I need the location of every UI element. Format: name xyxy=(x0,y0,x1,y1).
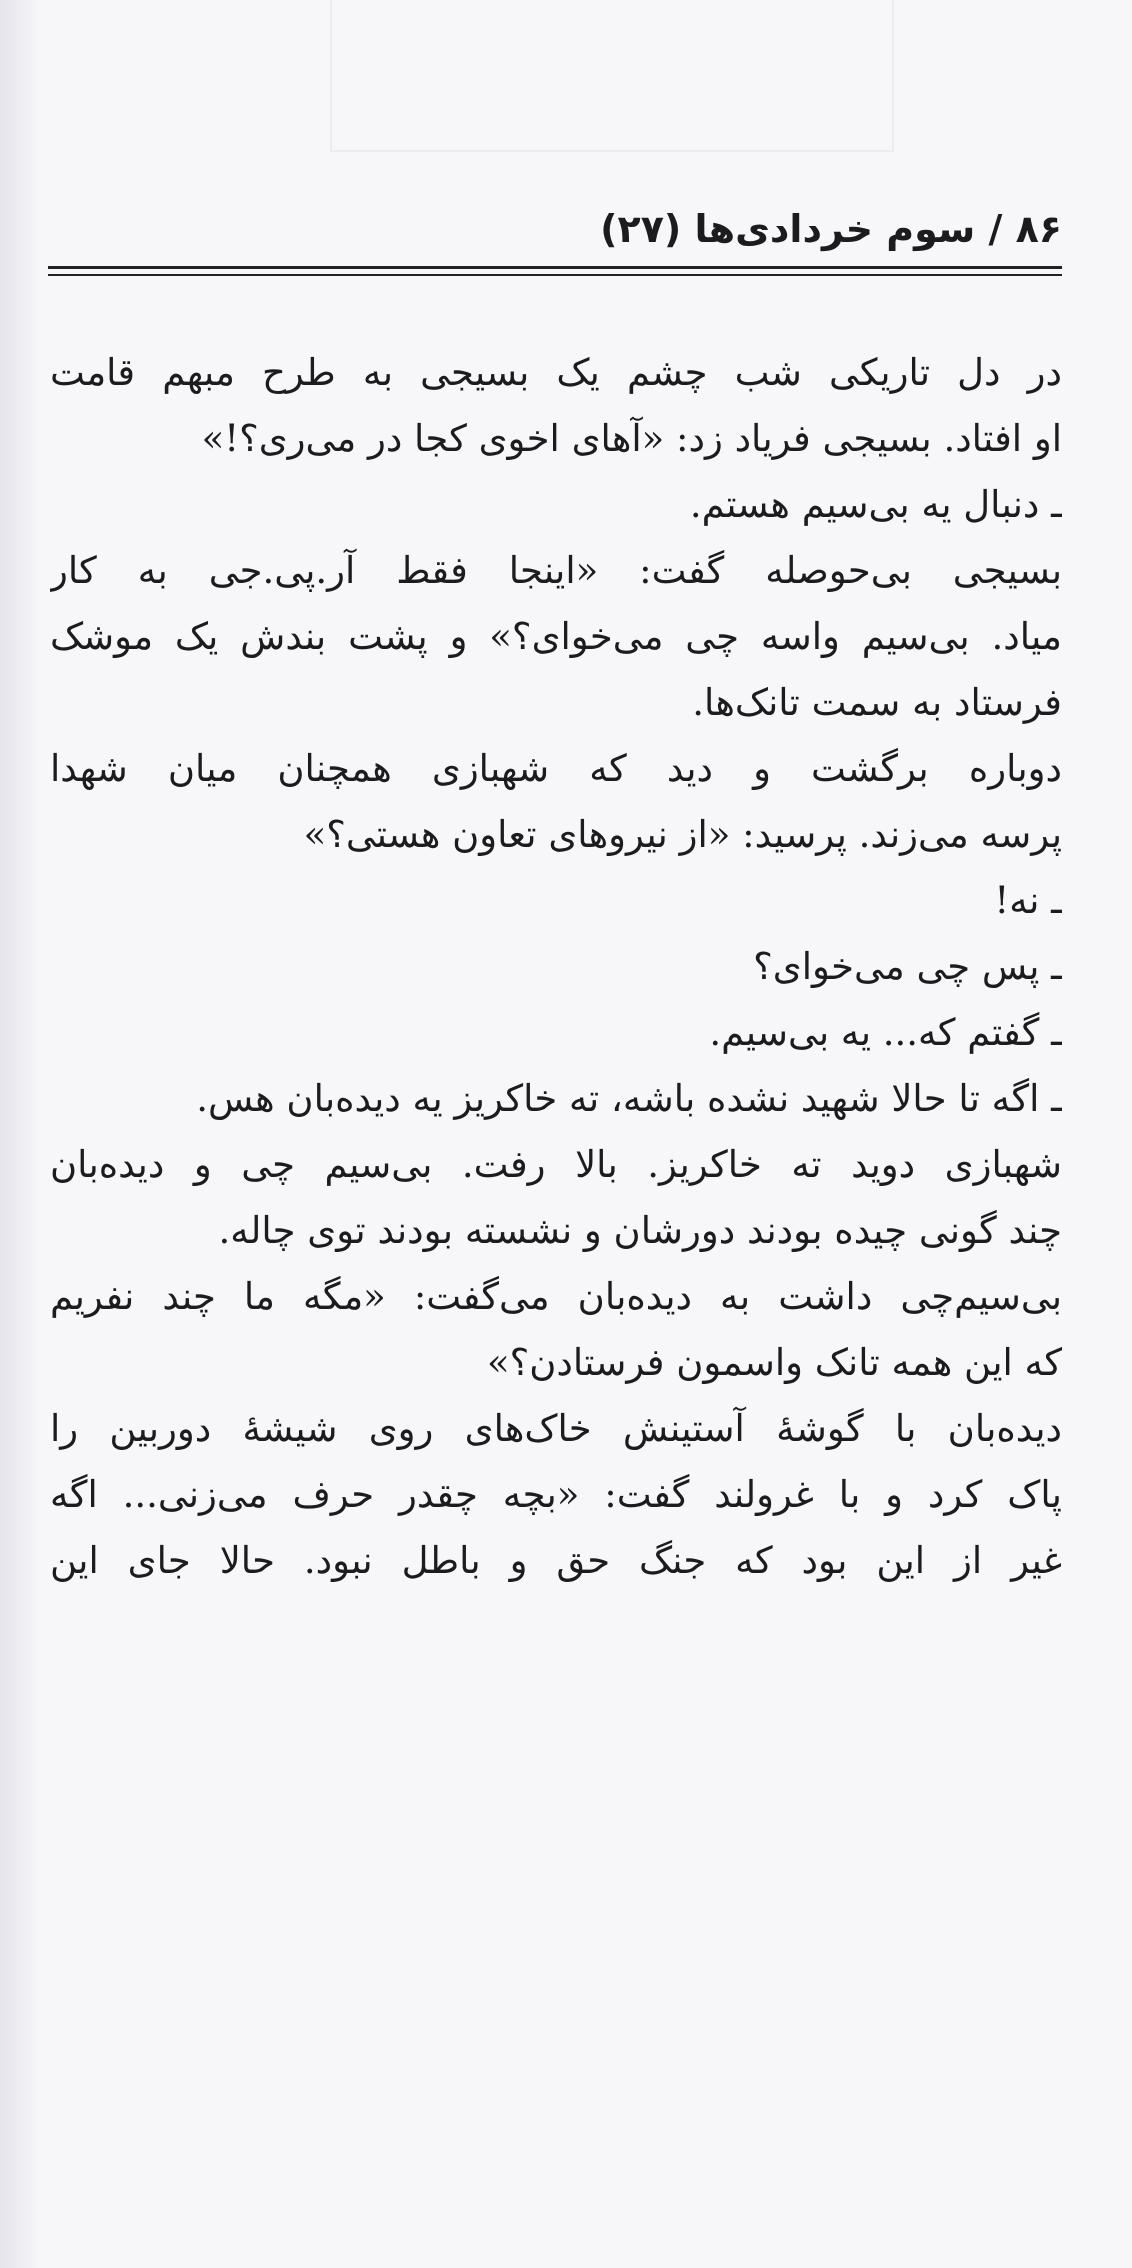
text-line-7: دوباره برگشت و دید که شهبازی همچنان میان شهدا xyxy=(50,747,1062,790)
text-line-9: ـ نه! xyxy=(994,879,1062,922)
text-line-13: شهبازی دوید ته خاکریز. بالا رفت. بی‌سیم چی و دیده‌بان xyxy=(50,1143,1062,1186)
text-line-3: ـ دنبال یه بی‌سیم هستم. xyxy=(689,483,1062,526)
page-gutter-shadow xyxy=(0,0,40,2268)
text-line-10: ـ پس چی می‌خوای؟ xyxy=(753,945,1062,988)
header-rule-thin xyxy=(48,274,1062,276)
text-line-16: که این همه تانک واسمون فرستادن؟» xyxy=(486,1341,1062,1384)
header-rule-thick xyxy=(48,266,1062,269)
text-line-19: غیر از این بود که جنگ حق و باطل نبود. حالا جای این xyxy=(50,1539,1062,1582)
text-line-8: پرسه می‌زند. پرسید: «از نیروهای تعاون هستی؟» xyxy=(303,813,1062,856)
text-line-15: بی‌سیم‌چی داشت به دیده‌بان می‌گفت: «مگه ما چند نفریم xyxy=(50,1275,1062,1318)
text-line-14: چند گونی چیده بودند دورشان و نشسته بودند توی چاله. xyxy=(218,1209,1062,1252)
text-line-5: میاد. بی‌سیم واسه چی می‌خوای؟» و پشت بندش یک موشک xyxy=(50,615,1062,658)
text-line-12: ـ اگه تا حالا شهید نشده باشه، ته خاکریز یه دیده‌بان هس. xyxy=(196,1077,1062,1120)
body-text xyxy=(50,340,1062,1594)
running-header: ۸۶ / سوم خردادی‌ها (۲۷) xyxy=(600,207,1062,251)
text-line-17: دیده‌بان با گوشهٔ آستینش خاک‌های روی شیشهٔ دوربین را xyxy=(50,1407,1062,1450)
show-through-stamp xyxy=(330,0,894,152)
text-line-18: پاک کرد و با غرولند گفت: «بچه چقدر حرف می‌زنی... اگه xyxy=(50,1473,1062,1516)
text-line-4: بسیجی بی‌حوصله گفت: «اینجا فقط آر.پی.جی به کار xyxy=(50,549,1062,592)
text-line-2: او افتاد. بسیجی فریاد زد: «آهای اخوی کجا در می‌ری؟!» xyxy=(201,417,1062,460)
text-line-6: فرستاد به سمت تانک‌ها. xyxy=(692,681,1062,724)
text-line-1: در دل تاریکی شب چشم یک بسیجی به طرح مبهم قامت xyxy=(50,351,1062,394)
text-line-11: ـ گفتم که... یه بی‌سیم. xyxy=(709,1011,1062,1054)
